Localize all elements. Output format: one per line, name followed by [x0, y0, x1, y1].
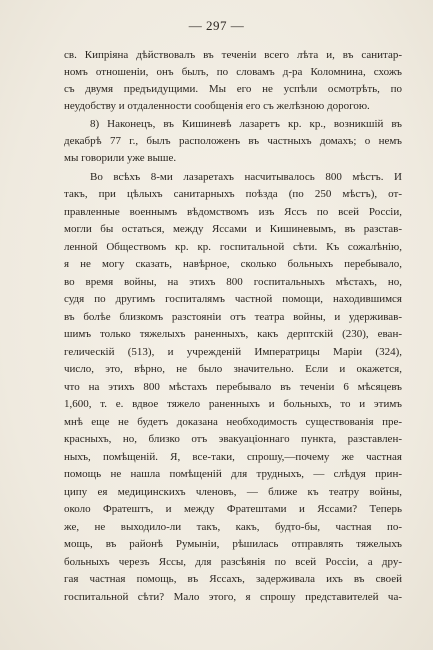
text-line: около Фратештъ, и между Фратештами и Яссами? Теперь: [64, 503, 402, 515]
text-line: что на этихъ 800 мѣстахъ перебывало въ теченіи 6 мѣсяцевъ: [64, 381, 402, 393]
text-line: гелическій (513), и учрежденій Императрицы Маріи (324),: [64, 346, 402, 358]
text-line: мы говорили уже выше.: [64, 152, 177, 164]
text-line: съ двумя предъидущими. Мы его не успѣли осмотрѣть, по: [64, 83, 402, 95]
text-line: 1,600, т. е. вдвое тяжело раненныхъ и больныхъ, то и этимъ: [64, 398, 402, 410]
text-line: красныхъ, но, близко отъ эвакуаціоннаго пункта, разставлен-: [64, 433, 402, 445]
text-line: во время войны, на этихъ 800 госпитальныхъ мѣстахъ, но,: [64, 276, 402, 288]
text-line: ленной Обществомъ кр. кр. госпитальной сѣти. Къ сожалѣнію,: [64, 241, 402, 253]
text-line: я не могу сказать, навѣрное, сколько больныхъ перебывало,: [64, 258, 402, 270]
text-line: гая частная помощь, въ Яссахъ, задерживала ихъ въ своей: [64, 573, 402, 585]
text-line: ныхъ, помѣщеній. Я, все-таки, спрошу,—почему же частная: [64, 451, 402, 463]
text-line: ципу ея медицинскихъ членовъ, — ближе къ театру войны,: [64, 486, 402, 498]
text-line: мнѣ еще не будетъ доказана необходимость существованія пре-: [64, 416, 402, 428]
text-line: судя по другимъ госпиталямъ частной помощи, находившимся: [64, 293, 402, 305]
text-line: неудобству и отдаленности сообщенія его съ желѣзною дорогою.: [64, 100, 370, 112]
text-line: Во всѣхъ 8-ми лазаретахъ насчитывалось 800 мѣстъ. И: [90, 171, 402, 183]
text-line: правленные военнымъ вѣдомствомъ изъ Яссъ по всей Россіи,: [64, 206, 402, 218]
text-line: помощь не нашла помѣщеній для трудныхъ, — слѣдуя прин-: [64, 468, 402, 480]
text-line: декабрѣ 77 г., былъ расположенъ въ частныхъ домахъ; о немъ: [64, 135, 402, 147]
text-line: же, не выходило-ли такъ, какъ, будто-бы, частная по-: [64, 521, 402, 533]
text-line: 8) Наконецъ, въ Кишиневѣ лазаретъ кр. кр., возникшій въ: [90, 118, 402, 130]
text-line: шимъ только тяжелыхъ раненныхъ, какъ дерптскій (230), еван-: [64, 328, 402, 340]
text-line: госпитальной сѣти? Мало этого, я спрошу представителей ча-: [64, 591, 402, 603]
text-line: больныхъ черезъ Яссы, для разсѣянія по всей Россіи, а дру-: [64, 556, 402, 568]
text-line: св. Кипріяна дѣйствовалъ въ теченіи всего лѣта и, въ санитар-: [64, 49, 402, 61]
text-line: номъ отношеніи, онъ былъ, по словамъ д-ра Коломнина, схожъ: [64, 66, 402, 78]
text-line: мощь, въ районѣ Румыніи, рѣшилась отправлять тяжелыхъ: [64, 538, 402, 550]
text-line: могли бы остаться, между Яссами и Кишиневымъ, въ разстав-: [64, 223, 402, 235]
text-line: число, это, вѣрно, не было значительно. Если и окажется,: [64, 363, 402, 375]
text-line: такъ, при цѣлыхъ санитарныхъ поѣзда (по 250 мѣстъ), от-: [64, 188, 402, 200]
text-line: въ болѣе близкомъ разстояніи отъ театра войны, и удерживав-: [64, 311, 402, 323]
page-number: — 297 —: [188, 18, 245, 33]
